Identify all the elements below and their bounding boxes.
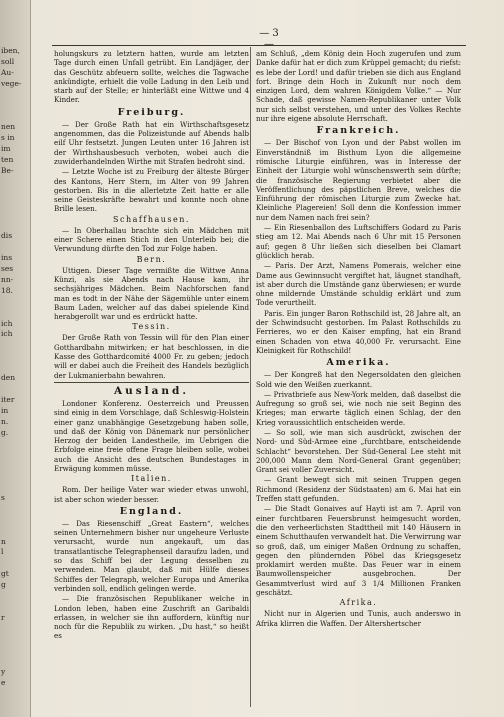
- article-text: — So soll, wie man sich ausdrückt, zwischen der Nord- und Süd-Armee eine „furchtbare, entscheidende Schlacht“ bevorstehen. Der Süd-General Lee steht mit 200,000 Mann dem Nord-General Grant gegenüber; Grant sei voller Zuversicht.: [256, 427, 461, 475]
- margin-fragment: Au-: [1, 67, 14, 77]
- article-text: — Das Riesenschiff „Great Eastern“, welches seinen Unternehmern bisher nur ungeheure Verluste verursacht, wurde nun angekauft, um das transatlantische Telegraphenseil daraufzu laden, und so das Schiff bei der Legung desselben zu verwenden. Man glaubt, daß mit Hülfe dieses Schiffes der Telegraph, welcher Europa und Amerika verbinden soll, endlich gelingen werde.: [54, 518, 249, 593]
- margin-fragment: n.: [1, 416, 9, 426]
- margin-fragment: vege-: [1, 78, 22, 88]
- article-text: — Die Stadt Gonaives auf Hayti ist am 7. April von einer furchtbaren Feuersbrunst heimgesucht worden, die den verheerlichsten Stadttheil mit 140 Häusern in einem Schutthaufen verwandelt hat. Die Verwirrung war so groß, daß, um einiger Maßen Ordnung zu schaffen, gegen den plündernden Pöbel das Kriegsgesetz proklamirt werden mußte. Das Feuer war in einem Baumwollenspeicher ausgebrochen. Der Gesammtverlust wird auf 3 1/4 Millionen Franken geschätzt.: [256, 504, 461, 598]
- margin-fragment: ich: [1, 318, 13, 328]
- margin-fragment: soll: [1, 56, 15, 66]
- column-divider: [250, 47, 251, 707]
- article-text: am Schluß, „dem König dein Hoch zugerufen und zum Danke dafür hat er dich zum Krüppel gemacht; du riefst: es lebe der Lord! und dafür trieben sie dich aus England fort. Bringe dein Hoch in Zukunft nur noch dem einzigen Lord, dem wahren Königdem Volke.“ — Nur Schade, daß gewisse Namen-Republikaner unter Volk nur sich selbst verstehen, und unter des Volkes Rechte nur ihre eigene absolute Herrschaft.: [256, 49, 462, 124]
- article-text: Nicht nur in Algerien und Tunis, auch anderswo in Afrika klirren die Waffen. Der Altershertscher: [256, 609, 461, 628]
- section-heading-frankreich: Frankreich.: [316, 125, 401, 137]
- section-heading-schaffhausen: Schaffhausen.: [113, 214, 190, 224]
- section-heading-amerika: Amerika.: [326, 357, 391, 369]
- margin-fragment: ses: [1, 264, 14, 273]
- margin-fragment: dis: [1, 231, 13, 241]
- section-heading-italien: Italien.: [131, 474, 172, 484]
- margin-fragment: s: [1, 492, 5, 502]
- newspaper-page: [34, 0, 496, 717]
- margin-fragment: g: [1, 580, 6, 590]
- article-text: — Paris. Der Arzt, Namens Pomerais, welcher eine Dame aus Gewinnsucht vergiftet hat, läugnet standhaft, ist aber durch die Umstände ganz überwiesen; er wurde ohne mildernde Umstände schuldig erklärt und zum Tode verurtheilt.: [256, 261, 461, 308]
- article-text: — Privatbriefe aus New-York melden, daß daselbst die Aufregung so groß sei, wie noch nie seit Beginn des Krieges; man erwarte täglich einen Schlag, der den Krieg voraussichtlich entscheiden werde.: [256, 389, 461, 427]
- margin-fragment: y: [1, 667, 6, 677]
- margin-fragment: 18.: [1, 285, 13, 295]
- section-heading-ausland: Ausland.: [54, 382, 249, 398]
- article-text: — Letzte Woche ist zu Freiburg der älteste Bürger des Kantons, Herr Stern, im Alter von 99 Jahren gestorben. Bis in die allerletzte Zeit hatte er alle seine Geisteskräfte bewahrt und konnte noch ohne Brille lesen.: [54, 167, 249, 214]
- article-text: — Die französischen Republikaner welche in London leben, haben eine Zuschrift an Garibaldi erlassen, in welcher sie ihn auffordern, künftig nur noch für die Republik zu wirken. „Du hast,“ so heißt es: [54, 594, 249, 641]
- margin-fragment: iter: [1, 394, 15, 404]
- margin-fragment: s in: [1, 133, 15, 143]
- section-heading-england: England.: [119, 505, 184, 517]
- margin-fragment: in: [1, 405, 9, 415]
- margin-fragment: ich: [1, 329, 13, 339]
- margin-fragment: nn-: [1, 274, 14, 284]
- section-heading-afrika: Afrika.: [339, 598, 378, 608]
- section-heading-bern: Bern.: [136, 254, 167, 264]
- page-number: — 3 —: [259, 28, 279, 50]
- margin-fragment: gt: [1, 569, 9, 579]
- adjacent-page-edge: [0, 0, 31, 717]
- section-heading-tessin: Tessin.: [132, 322, 171, 332]
- header-rule: [52, 45, 466, 46]
- margin-fragment: ins: [1, 253, 13, 263]
- article-text: Londoner Konferenz. Oesterreich und Preussen sind einig in dem Vorschlage, daß Schleswig-Holstein einer ganz unabhängige Gesetzgebung haben solle, und daß der König von Dänemark nur persönlicher Herzog der beiden Landestheile, im Uebrigen die Erbfolge eine freie offene Frage bleiben solle, wobei auch die Ansicht des deutschen Bundestages in Erwägung kommen müsse.: [54, 398, 249, 473]
- article-text: Der Große Rath von Tessin will für den Plan einer Gotthardbahn mitwirken; er hat beschlossen, in die Kasse des Gotthardcomité 4000 Fr. zu geben; jedoch will er dabei auch die Freiheit des Handels bezüglich der Lukmanierbahn bewahren.: [54, 333, 249, 380]
- margin-fragment: l: [1, 547, 4, 557]
- article-text: — Ein Riesenballon des Luftschiffers Godard zu Paris stieg am 12. Mai Abends nach 6 Uhr mit 15 Personen auf; gegen 8 Uhr ließen sich dieselben bei Clamart glücklich herab.: [256, 223, 461, 260]
- article-text: Rom. Der heilige Vater war wieder etwas unwohl, ist aber schon wieder besser.: [54, 485, 249, 504]
- article-text: — Der Kongreß hat den Negersoldaten den gleichen Sold wie den Weißen zuerkannt.: [256, 370, 461, 389]
- margin-fragment: e: [1, 678, 6, 688]
- left-column: [54, 49, 249, 642]
- margin-fragment: g.: [1, 427, 9, 437]
- article-text: — In Oberhallau brachte sich ein Mädchen mit einer Schere einen Stich in den Unterleib bei; die Verwundung dürfte den Tod zur Folge haben.: [54, 225, 249, 254]
- section-heading-freiburg: Freiburg.: [117, 106, 186, 118]
- article-text: — Der Bischof von Lyon und der Pabst wollen im Einverständniß im Bisthum Lyon die allgemeine römische Liturgie einführen, was in Interesse der Einheit der Liturgie wohl wünschenswerth sein dürfte; die französische Regierung verbietet aber die Veröffentlichung des päpstlichen Breve, welches die Einführung der römischen Liturgie zum Zwecke hat. Kleinliche Plagereien! Soll denn die Konfession immer nur dem Namen nach frei sein?: [256, 138, 461, 222]
- article-text: holungskurs zu letztern hatten, wurde am letzten Tage durch einen Unfall getrübt. Ein Landjäger, der das Geschütz abfeuern sollte, welches die Tagwache ankündigte, erhielt die volle Ladung in den Leib und starb auf der Stelle; er hinterläßt eine Wittwe und 4 Kinder.: [54, 49, 249, 105]
- margin-fragment: nen: [1, 122, 16, 132]
- article-text: Uttigen. Dieser Tage vermißte die Wittwe Anna Künzi, als sie Abends nach Hause kam, ihr sechsjähriges Mädchen. Beim Nachforschen fand man es todt in der Nähe der Sägemühle unter einem Baum Laden, welcher auf das dabei spielende Kind herabgerollt war und es erdrückt hatte.: [54, 265, 249, 322]
- right-column: [256, 49, 461, 629]
- article-text: Paris. Ein junger Baron Rothschild ist, 28 Jahre alt, an der Schwindsucht gestorben. Im Palast Rothschilds zu Ferrieres, wo er den Kaiser empfing, hat ein Brand einen Schaden von etwa 40,000 Fr. verursacht. Eine Kleinigkeit für Rothschild!: [256, 308, 461, 355]
- article-text: — Grant bewegt sich mit seinen Truppen gegen Richmond (Residenz der Südstaaten) am 6. Mai hat ein Treffen statt gefunden.: [256, 475, 461, 504]
- margin-fragment: ten: [1, 155, 14, 164]
- margin-fragment: r: [1, 612, 5, 622]
- margin-fragment: den: [1, 373, 16, 382]
- margin-fragment: n: [1, 536, 6, 546]
- article-text: — Der Große Rath hat ein Wirthschaftsgesetz angenommen, das die Polizeistunde auf Abends halb eilf Uhr festsetzt. Jungen Leuten unter 16 Jahren ist der Wirthshausbesuch verboten, wobei auch die zuwiderhandelnden Wirthe mit Strafen bedroht sind.: [54, 119, 249, 166]
- margin-fragment: im: [1, 144, 11, 154]
- margin-fragment: Be-: [1, 165, 14, 175]
- margin-fragment: iben,: [1, 46, 20, 55]
